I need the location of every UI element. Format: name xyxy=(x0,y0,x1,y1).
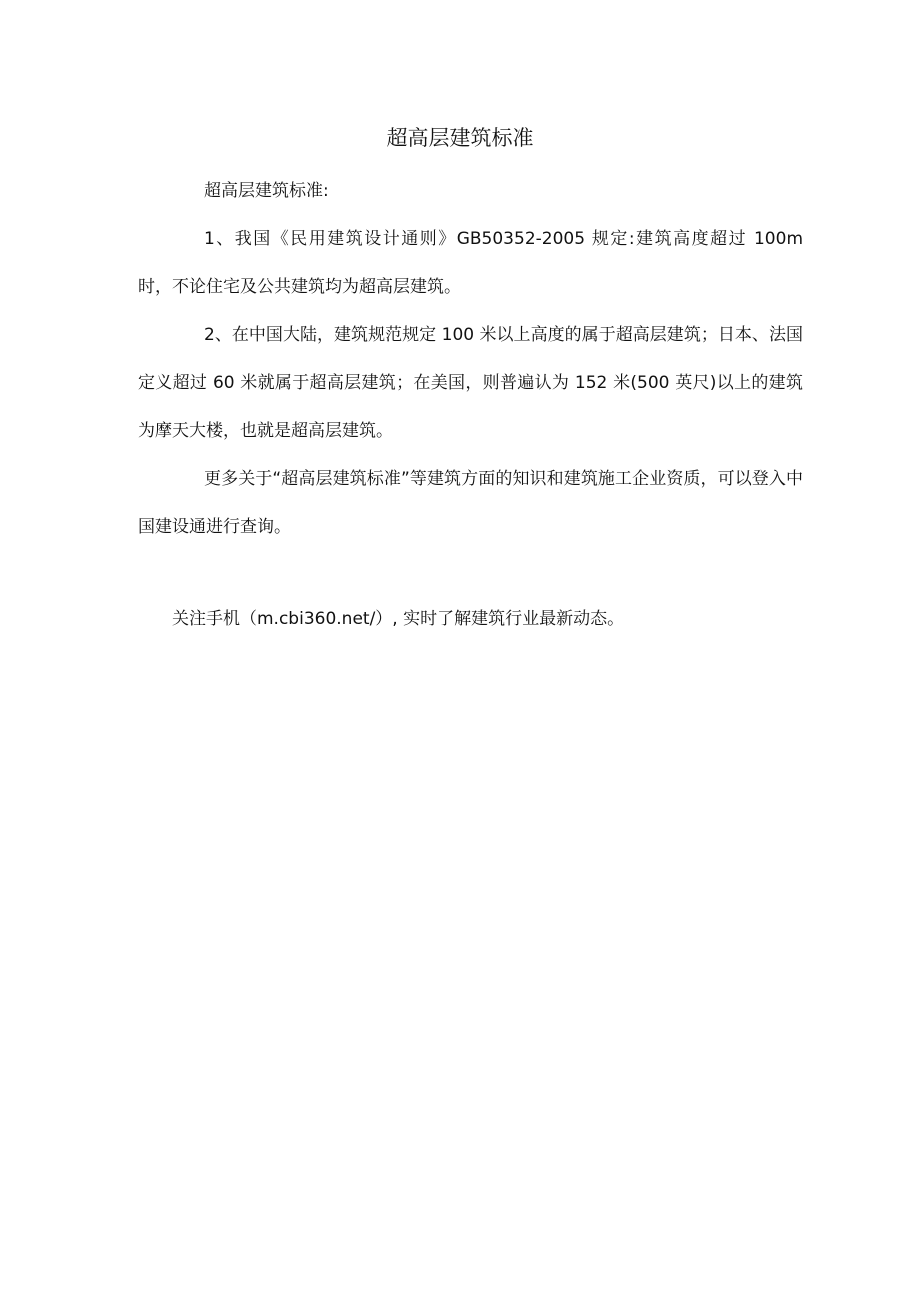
paragraph-2: 2、在中国大陆，建筑规范规定 100 米以上高度的属于超高层建筑；日本、法国定义超过 60 米就属于超高层建筑；在美国，则普遍认为 152 米(500 英尺)以上的建筑为摩天大楼，也就是超高层建筑。 xyxy=(138,325,803,441)
paragraph-heading: 超高层建筑标准: xyxy=(204,181,329,201)
paragraph-3: 更多关于“超高层建筑标准”等建筑方面的知识和建筑施工企业资质，可以登入中国建设通进行查询。 xyxy=(138,469,803,537)
follow-mobile-note: 关注手机（m.cbi360.net/）, 实时了解建筑行业最新动态。 xyxy=(172,609,625,629)
document-body xyxy=(138,167,803,551)
paragraph-1: 1、我国《民用建筑设计通则》GB50352-2005 规定:建筑高度超过 100m 时，不论住宅及公共建筑均为超高层建筑。 xyxy=(138,229,803,297)
page-title: 超高层建筑标准 xyxy=(386,126,534,150)
